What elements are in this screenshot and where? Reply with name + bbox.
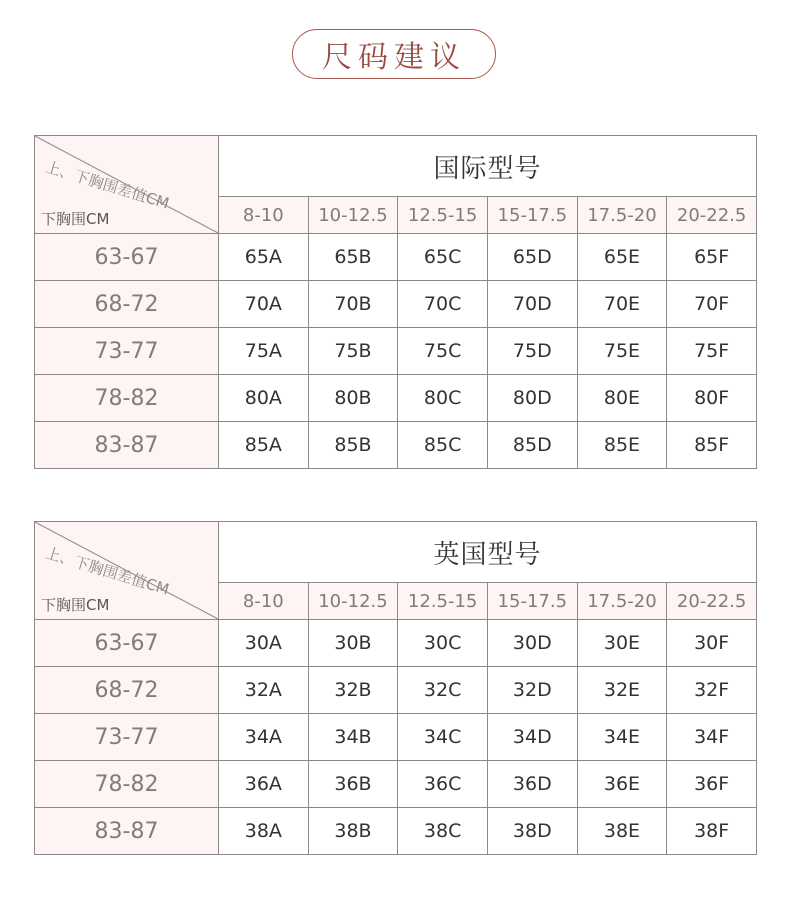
size-cell: 38E bbox=[577, 808, 667, 855]
column-header: 10-12.5 bbox=[308, 583, 398, 620]
table-row bbox=[35, 667, 757, 714]
size-cell: 75E bbox=[577, 328, 667, 375]
size-cell: 65C bbox=[398, 234, 488, 281]
row-header: 83-87 bbox=[35, 422, 219, 469]
size-cell: 38C bbox=[398, 808, 488, 855]
row-header: 78-82 bbox=[35, 761, 219, 808]
table-row bbox=[35, 281, 757, 328]
size-cell: 85F bbox=[667, 422, 757, 469]
column-header: 12.5-15 bbox=[398, 583, 488, 620]
column-header: 15-17.5 bbox=[487, 197, 577, 234]
column-header: 15-17.5 bbox=[487, 583, 577, 620]
corner-header bbox=[35, 136, 219, 234]
size-cell: 34B bbox=[308, 714, 398, 761]
size-cell: 65D bbox=[487, 234, 577, 281]
size-cell: 65B bbox=[308, 234, 398, 281]
size-cell: 32F bbox=[667, 667, 757, 714]
size-cell: 30D bbox=[487, 620, 577, 667]
column-header: 8-10 bbox=[219, 197, 309, 234]
column-header: 17.5-20 bbox=[577, 583, 667, 620]
size-cell: 32A bbox=[219, 667, 309, 714]
size-cell: 32B bbox=[308, 667, 398, 714]
size-cell: 85D bbox=[487, 422, 577, 469]
column-header: 20-22.5 bbox=[667, 583, 757, 620]
size-cell: 85C bbox=[398, 422, 488, 469]
size-cell: 34E bbox=[577, 714, 667, 761]
size-cell: 38F bbox=[667, 808, 757, 855]
size-cell: 75B bbox=[308, 328, 398, 375]
size-cell: 30A bbox=[219, 620, 309, 667]
column-header: 12.5-15 bbox=[398, 197, 488, 234]
difference-label: 上、下胸围差值CM bbox=[43, 543, 172, 599]
size-cell: 70D bbox=[487, 281, 577, 328]
row-header: 63-67 bbox=[35, 620, 219, 667]
international-size-table bbox=[34, 135, 757, 469]
size-cell: 85A bbox=[219, 422, 309, 469]
table-row bbox=[35, 328, 757, 375]
size-cell: 70C bbox=[398, 281, 488, 328]
size-cell: 34D bbox=[487, 714, 577, 761]
table-heading: 英国型号 bbox=[219, 522, 757, 583]
size-cell: 34F bbox=[667, 714, 757, 761]
size-cell: 36F bbox=[667, 761, 757, 808]
size-cell: 36B bbox=[308, 761, 398, 808]
uk-size-table bbox=[34, 521, 757, 855]
size-cell: 85E bbox=[577, 422, 667, 469]
table-row bbox=[35, 422, 757, 469]
size-cell: 36A bbox=[219, 761, 309, 808]
size-cell: 75C bbox=[398, 328, 488, 375]
column-header: 17.5-20 bbox=[577, 197, 667, 234]
size-cell: 70F bbox=[667, 281, 757, 328]
size-cell: 80F bbox=[667, 375, 757, 422]
row-header: 78-82 bbox=[35, 375, 219, 422]
difference-label: 上、下胸围差值CM bbox=[43, 157, 172, 213]
size-cell: 36C bbox=[398, 761, 488, 808]
size-cell: 32D bbox=[487, 667, 577, 714]
size-cell: 80A bbox=[219, 375, 309, 422]
underbust-label: 下胸围CM bbox=[41, 210, 110, 228]
row-header: 63-67 bbox=[35, 234, 219, 281]
size-cell: 70E bbox=[577, 281, 667, 328]
size-cell: 30E bbox=[577, 620, 667, 667]
size-cell: 65E bbox=[577, 234, 667, 281]
size-cell: 32E bbox=[577, 667, 667, 714]
page-title: 尺码建议 bbox=[292, 29, 496, 79]
size-cell: 34C bbox=[398, 714, 488, 761]
size-cell: 80D bbox=[487, 375, 577, 422]
column-header: 8-10 bbox=[219, 583, 309, 620]
table-heading: 国际型号 bbox=[219, 136, 757, 197]
size-cell: 80B bbox=[308, 375, 398, 422]
size-cell: 32C bbox=[398, 667, 488, 714]
size-cell: 75A bbox=[219, 328, 309, 375]
corner-header bbox=[35, 522, 219, 620]
size-cell: 75D bbox=[487, 328, 577, 375]
size-cell: 30F bbox=[667, 620, 757, 667]
size-cell: 65F bbox=[667, 234, 757, 281]
row-header: 83-87 bbox=[35, 808, 219, 855]
size-cell: 75F bbox=[667, 328, 757, 375]
size-cell: 34A bbox=[219, 714, 309, 761]
size-cell: 30C bbox=[398, 620, 488, 667]
size-cell: 30B bbox=[308, 620, 398, 667]
table-row bbox=[35, 808, 757, 855]
column-header: 20-22.5 bbox=[667, 197, 757, 234]
row-header: 73-77 bbox=[35, 328, 219, 375]
size-cell: 65A bbox=[219, 234, 309, 281]
underbust-label: 下胸围CM bbox=[41, 596, 110, 614]
table-row bbox=[35, 761, 757, 808]
table-row bbox=[35, 714, 757, 761]
row-header: 68-72 bbox=[35, 667, 219, 714]
size-cell: 80E bbox=[577, 375, 667, 422]
size-cell: 70B bbox=[308, 281, 398, 328]
row-header: 73-77 bbox=[35, 714, 219, 761]
table-row bbox=[35, 234, 757, 281]
table-row bbox=[35, 375, 757, 422]
size-cell: 38B bbox=[308, 808, 398, 855]
column-header: 10-12.5 bbox=[308, 197, 398, 234]
row-header: 68-72 bbox=[35, 281, 219, 328]
size-cell: 80C bbox=[398, 375, 488, 422]
table-row bbox=[35, 620, 757, 667]
size-cell: 36E bbox=[577, 761, 667, 808]
size-cell: 36D bbox=[487, 761, 577, 808]
size-cell: 85B bbox=[308, 422, 398, 469]
size-cell: 70A bbox=[219, 281, 309, 328]
size-cell: 38D bbox=[487, 808, 577, 855]
size-cell: 38A bbox=[219, 808, 309, 855]
